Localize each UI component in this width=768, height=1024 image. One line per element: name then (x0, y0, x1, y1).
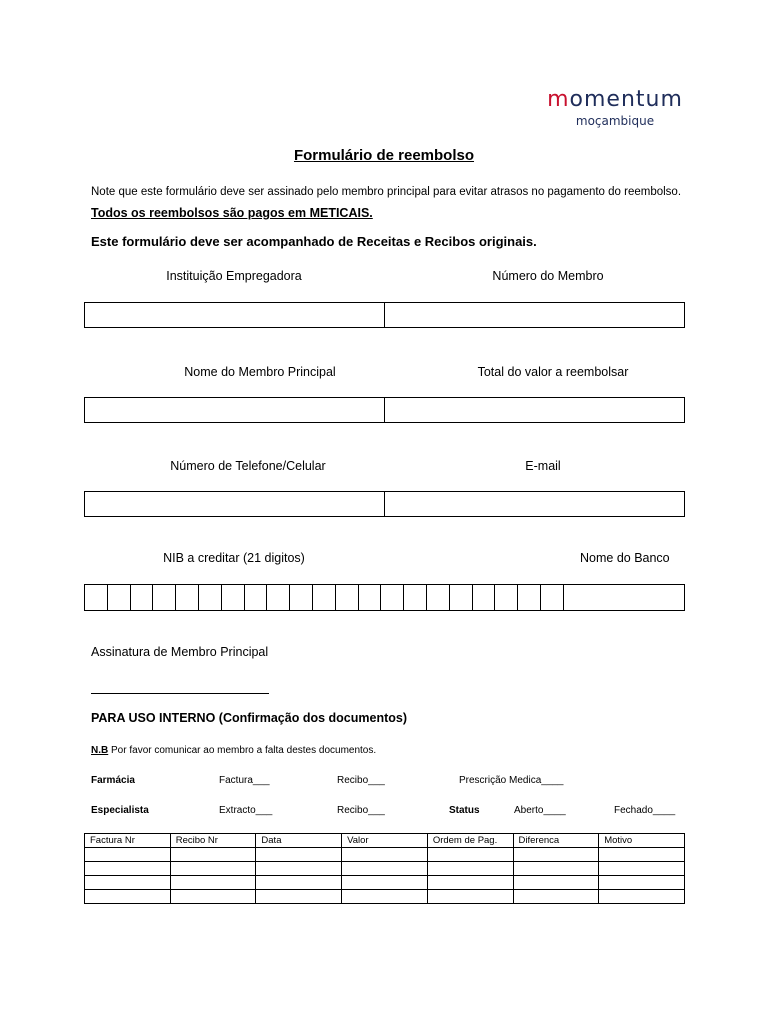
logo-wordmark-rest: omentum (569, 87, 683, 112)
nib-digit-box[interactable] (176, 585, 199, 610)
table-cell[interactable] (599, 848, 685, 862)
table-cell[interactable] (170, 876, 256, 890)
logo-subtitle: moçambique (575, 114, 655, 128)
numero-membro-input[interactable] (384, 303, 684, 327)
nb-text: Por favor comunicar ao membro a falta destes documentos. (108, 745, 377, 756)
label-total-valor: Total do valor a reembolsar (477, 365, 629, 379)
status-label: Status (449, 805, 480, 816)
table-cell[interactable] (427, 862, 513, 876)
intro-note-emphasis: Todos os reembolsos são pagos em METICAIS. (91, 206, 373, 220)
aberto-check[interactable]: Aberto____ (514, 805, 566, 816)
logo-wordmark (540, 86, 690, 114)
nib-digit-box[interactable] (85, 585, 108, 610)
nib-digit-box[interactable] (518, 585, 541, 610)
nib-digit-box[interactable] (153, 585, 176, 610)
nib-digit-box[interactable] (359, 585, 382, 610)
nib-digit-box[interactable] (290, 585, 313, 610)
logo-wordmark-initial: m (547, 87, 570, 112)
extracto-check[interactable]: Extracto___ (219, 805, 273, 816)
table-cell[interactable] (427, 890, 513, 904)
prescricao-check[interactable]: Prescrição Medica____ (459, 775, 564, 786)
table-cell[interactable] (170, 890, 256, 904)
table-row (85, 876, 685, 890)
table-row (85, 890, 685, 904)
especialista-label: Especialista (91, 805, 149, 816)
nib-digit-box[interactable] (404, 585, 427, 610)
label-numero-membro: Número do Membro (492, 269, 604, 283)
recibo-check-2[interactable]: Recibo___ (337, 805, 385, 816)
field-row-2 (84, 397, 685, 423)
label-banco: Nome do Banco (580, 551, 670, 565)
label-email: E-mail (525, 459, 561, 473)
table-cell[interactable] (85, 862, 171, 876)
nib-digit-box[interactable] (222, 585, 245, 610)
table-cell[interactable] (85, 890, 171, 904)
banco-input[interactable] (564, 585, 684, 610)
documents-table (84, 833, 685, 904)
label-nib: NIB a creditar (21 digitos) (163, 551, 305, 565)
nib-digit-box[interactable] (267, 585, 290, 610)
table-cell[interactable] (256, 876, 342, 890)
requirement-text: Este formulário deve ser acompanhado de Receitas e Recibos originais. (91, 234, 537, 249)
farmacia-label: Farmácia (91, 775, 135, 786)
total-valor-input[interactable] (384, 398, 684, 422)
col-header-data: Data (256, 834, 342, 848)
col-header-valor: Valor (342, 834, 428, 848)
table-cell[interactable] (256, 890, 342, 904)
nib-digit-box[interactable] (313, 585, 336, 610)
company-logo (540, 86, 690, 128)
nib-digit-box[interactable] (108, 585, 131, 610)
nib-digit-box[interactable] (541, 585, 564, 610)
nib-digit-box[interactable] (495, 585, 518, 610)
nib-digit-box[interactable] (131, 585, 154, 610)
email-input[interactable] (384, 492, 684, 516)
table-cell[interactable] (513, 848, 599, 862)
intro-note-text: Note que este formulário deve ser assinado pelo membro principal para evitar atrasos no pagamento do reembolso. (91, 186, 682, 198)
field-row-3 (84, 491, 685, 517)
table-cell[interactable] (513, 876, 599, 890)
nib-digit-box[interactable] (450, 585, 473, 610)
table-cell[interactable] (599, 890, 685, 904)
intro-note (91, 182, 691, 225)
col-header-diferenca: Diferenca (513, 834, 599, 848)
table-cell[interactable] (513, 862, 599, 876)
col-header-recibo: Recibo Nr (170, 834, 256, 848)
nib-digit-box[interactable] (473, 585, 496, 610)
instituicao-input[interactable] (85, 303, 384, 327)
fechado-check[interactable]: Fechado____ (614, 805, 676, 816)
table-cell[interactable] (85, 848, 171, 862)
page-title: Formulário de reembolso (293, 147, 475, 164)
table-cell[interactable] (342, 890, 428, 904)
col-header-ordem: Ordem de Pag. (427, 834, 513, 848)
label-telefone: Número de Telefone/Celular (170, 459, 326, 473)
table-cell[interactable] (599, 876, 685, 890)
nib-digit-box[interactable] (381, 585, 404, 610)
table-header-row (85, 834, 685, 848)
internal-use-heading: PARA USO INTERNO (Confirmação dos documentos) (91, 711, 407, 725)
table-cell[interactable] (256, 862, 342, 876)
label-instituicao: Instituição Empregadora (166, 269, 302, 283)
table-row (85, 862, 685, 876)
table-cell[interactable] (599, 862, 685, 876)
nib-digit-box[interactable] (245, 585, 268, 610)
signature-label: Assinatura de Membro Principal (91, 645, 269, 659)
col-header-motivo: Motivo (599, 834, 685, 848)
nb-note (91, 745, 376, 756)
table-row (85, 848, 685, 862)
table-cell[interactable] (170, 862, 256, 876)
nb-tag: N.B (91, 745, 109, 756)
table-cell[interactable] (85, 876, 171, 890)
nome-membro-input[interactable] (85, 398, 384, 422)
nib-row (84, 584, 685, 611)
factura-check[interactable]: Factura___ (219, 775, 270, 786)
table-cell[interactable] (342, 848, 428, 862)
table-cell[interactable] (342, 876, 428, 890)
telefone-input[interactable] (85, 492, 384, 516)
col-header-factura: Factura Nr (85, 834, 171, 848)
table-cell[interactable] (256, 848, 342, 862)
signature-line[interactable] (91, 693, 269, 694)
table-cell[interactable] (170, 848, 256, 862)
recibo-check-1[interactable]: Recibo___ (337, 775, 385, 786)
nib-digit-box[interactable] (427, 585, 450, 610)
nib-digit-box[interactable] (336, 585, 359, 610)
table-cell[interactable] (342, 862, 428, 876)
table-cell[interactable] (427, 848, 513, 862)
nib-digit-box[interactable] (199, 585, 222, 610)
field-row-1 (84, 302, 685, 328)
table-cell[interactable] (513, 890, 599, 904)
table-cell[interactable] (427, 876, 513, 890)
label-nome-membro: Nome do Membro Principal (184, 365, 336, 379)
